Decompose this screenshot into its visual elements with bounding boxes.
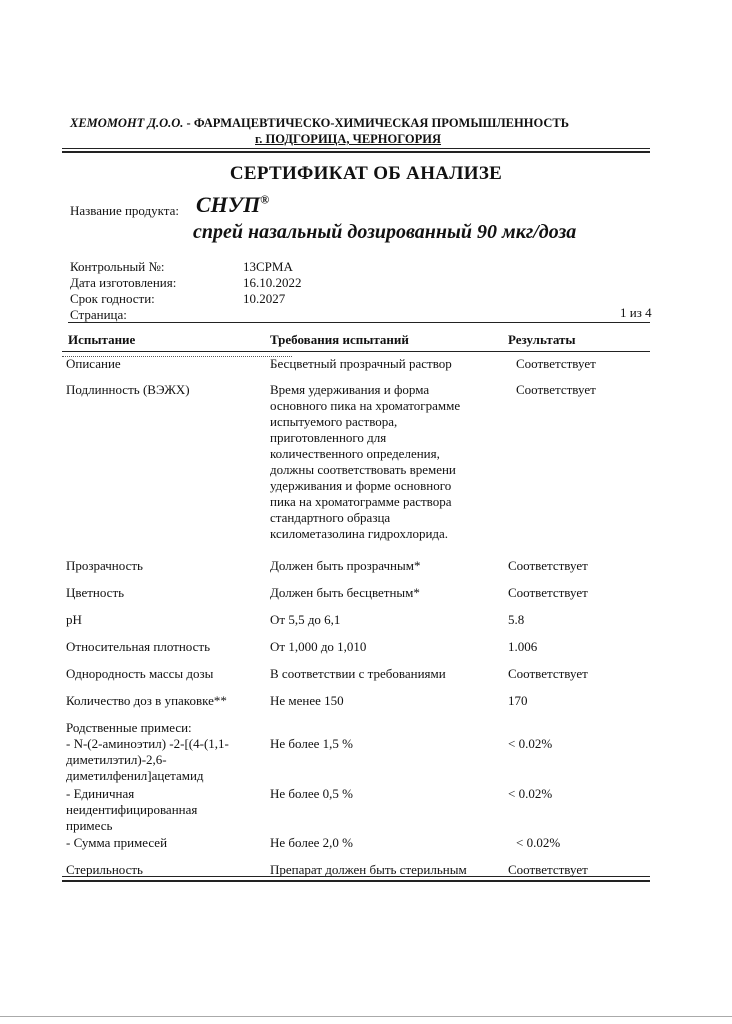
test-name: Подлинность (ВЭЖХ)	[66, 382, 190, 397]
test-result: < 0.02%	[508, 786, 553, 801]
test-name: - Сумма примесей	[66, 835, 168, 850]
test-result: Соответствует	[508, 585, 588, 600]
test-name: Стерильность	[66, 862, 143, 877]
test-result: < 0.02%	[516, 835, 561, 850]
product-label: Название продукта:	[70, 203, 180, 218]
test-name: Однородность массы дозы	[66, 666, 214, 681]
test-result: 170	[508, 693, 528, 708]
table-header-divider	[62, 351, 650, 352]
company-name: ХЕМОМОНТ Д.О.О.	[70, 116, 184, 130]
test-requirement: Бесцветный прозрачный раствор	[270, 356, 452, 371]
test-requirement: Не более 0,5 %	[270, 786, 353, 801]
product-name-text: СНУП	[196, 192, 261, 217]
test-requirement: Должен быть бесцветным*	[270, 585, 420, 600]
company-industry: - ФАРМАЦЕВТИЧЕСКО-ХИМИЧЕСКАЯ ПРОМЫШЛЕННОСТЬ	[183, 116, 569, 130]
header-test: Испытание	[68, 332, 136, 347]
test-requirement: От 1,000 до 1,010	[270, 639, 367, 654]
product-description: спрей назальный дозированный 90 мкг/доза	[193, 221, 577, 243]
test-result: Соответствует	[508, 666, 588, 681]
table-bottom-divider	[62, 876, 650, 877]
expiry-label: Срок годности:	[70, 291, 155, 306]
test-name: Описание	[66, 356, 121, 371]
registered-mark: ®	[260, 192, 270, 207]
test-name: Цветность	[66, 585, 125, 600]
table-bottom-divider-thick	[62, 880, 650, 882]
header-requirements: Требования испытаний	[270, 332, 409, 347]
page-number: 1 из 4	[620, 305, 652, 320]
test-result: Соответствует	[516, 382, 596, 397]
test-result: Соответствует	[508, 862, 588, 877]
test-result: 1.006	[508, 639, 538, 654]
test-requirement: Время удерживания и форма основного пика на хроматограмме испытуемого раствора, приготовленного для количественного определения, должны соответствовать времени удерживания и форме основного пика на хроматограмме раствора стандартного образца ксилометазолина гидрохлорида.	[270, 382, 461, 541]
meta-divider	[68, 322, 650, 323]
test-requirement: В соответствии с требованиями	[270, 666, 446, 681]
test-name: - Единичная неидентифицированная примесь	[66, 786, 198, 833]
scan-edge	[0, 1016, 732, 1017]
company-location: г. ПОДГОРИЦА, ЧЕРНОГОРИЯ	[255, 132, 442, 146]
test-requirement: Не более 1,5 %	[270, 736, 353, 751]
header-results: Результаты	[508, 332, 576, 347]
test-result: 5.8	[508, 612, 525, 627]
header-divider	[62, 148, 650, 149]
test-requirement: От 5,5 до 6,1	[270, 612, 341, 627]
manufacture-date-value: 16.10.2022	[243, 275, 302, 290]
manufacture-date-label: Дата изготовления:	[70, 275, 177, 290]
company-header	[70, 116, 670, 131]
control-number-value: 13СРМА	[243, 259, 293, 274]
test-result: Соответствует	[516, 356, 596, 371]
test-name: Количество доз в упаковке**	[66, 693, 227, 708]
test-requirement: Препарат должен быть стерильным	[270, 862, 467, 877]
page-label: Страница:	[70, 307, 127, 322]
document-title: СЕРТИФИКАТ ОБ АНАЛИЗЕ	[229, 163, 503, 184]
test-name: Относительная плотность	[66, 639, 211, 654]
header-divider-thick	[62, 151, 650, 153]
test-result: < 0.02%	[508, 736, 553, 751]
test-requirement: Не менее 150	[270, 693, 344, 708]
expiry-value: 10.2027	[243, 291, 286, 306]
control-number-label: Контрольный №:	[70, 259, 165, 274]
test-requirement: Не более 2,0 %	[270, 835, 353, 850]
test-name: Прозрачность	[66, 558, 143, 573]
test-result: Соответствует	[508, 558, 588, 573]
test-name: pH	[66, 612, 82, 627]
test-requirement: Должен быть прозрачным*	[270, 558, 421, 573]
test-name: - N-(2-аминоэтил) -2-[(4-(1,1- диметилэтил)-2,6- диметилфенил]ацетамид	[66, 736, 229, 783]
product-name	[196, 192, 269, 218]
test-name: Родственные примеси:	[66, 720, 192, 735]
